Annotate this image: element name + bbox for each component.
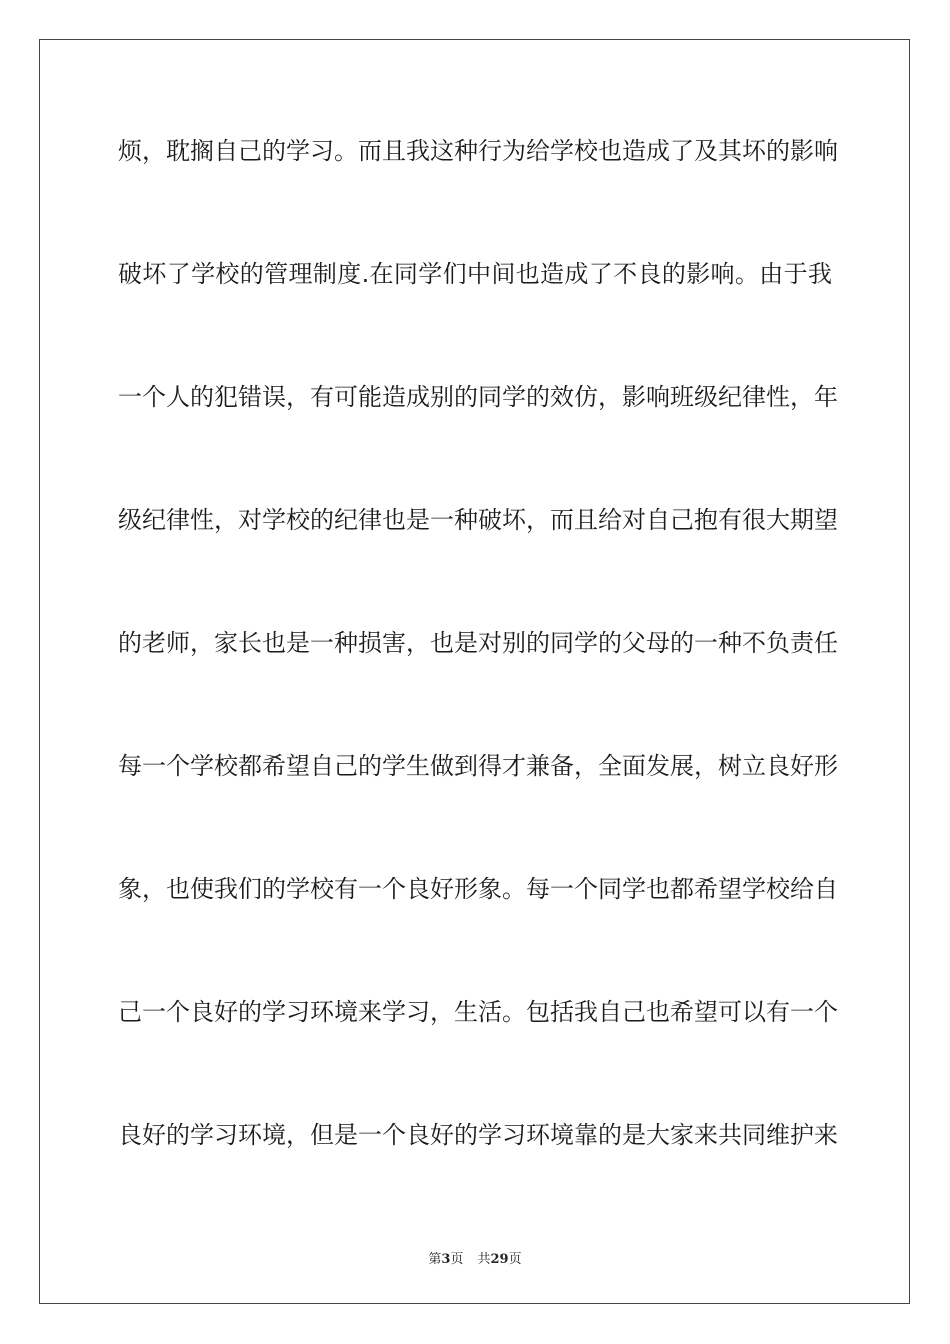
page-prefix: 第 (428, 1252, 442, 1267)
paragraph-line: 己一个良好的学习环境来学习，生活。包括我自己也希望可以有一个 (118, 998, 838, 1026)
paragraph-line: 破坏了学校的管理制度.在同学们中间也造成了不良的影响。由于我 (118, 260, 832, 288)
paragraph-line: 烦，耽搁自己的学习。而且我这种行为给学校也造成了及其坏的影响 (118, 137, 838, 165)
paragraph-line: 的老师，家长也是一种损害，也是对别的同学的父母的一种不负责任 (118, 629, 838, 657)
page-footer (0, 1248, 950, 1267)
paragraph-line: 良好的学习环境，但是一个良好的学习环境靠的是大家来共同维护来 (118, 1121, 838, 1149)
paragraph-line: 级纪律性，对学校的纪律也是一种破坏，而且给对自己抱有很大期望 (118, 506, 838, 534)
total-pages: 29 (490, 1252, 509, 1267)
paragraph-line: 一个人的犯错误，有可能造成别的同学的效仿，影响班级纪律性，年 (118, 383, 838, 411)
page-number: 3 (441, 1252, 451, 1267)
paragraph-line: 象，也使我们的学校有一个良好形象。每一个同学也都希望学校给自 (118, 875, 838, 903)
page-suffix: 页 (450, 1252, 464, 1267)
paragraph-line: 每一个学校都希望自己的学生做到得才兼备，全面发展，树立良好形 (118, 752, 838, 780)
total-suffix: 页 (508, 1252, 522, 1267)
total-prefix: 共 (477, 1252, 491, 1267)
